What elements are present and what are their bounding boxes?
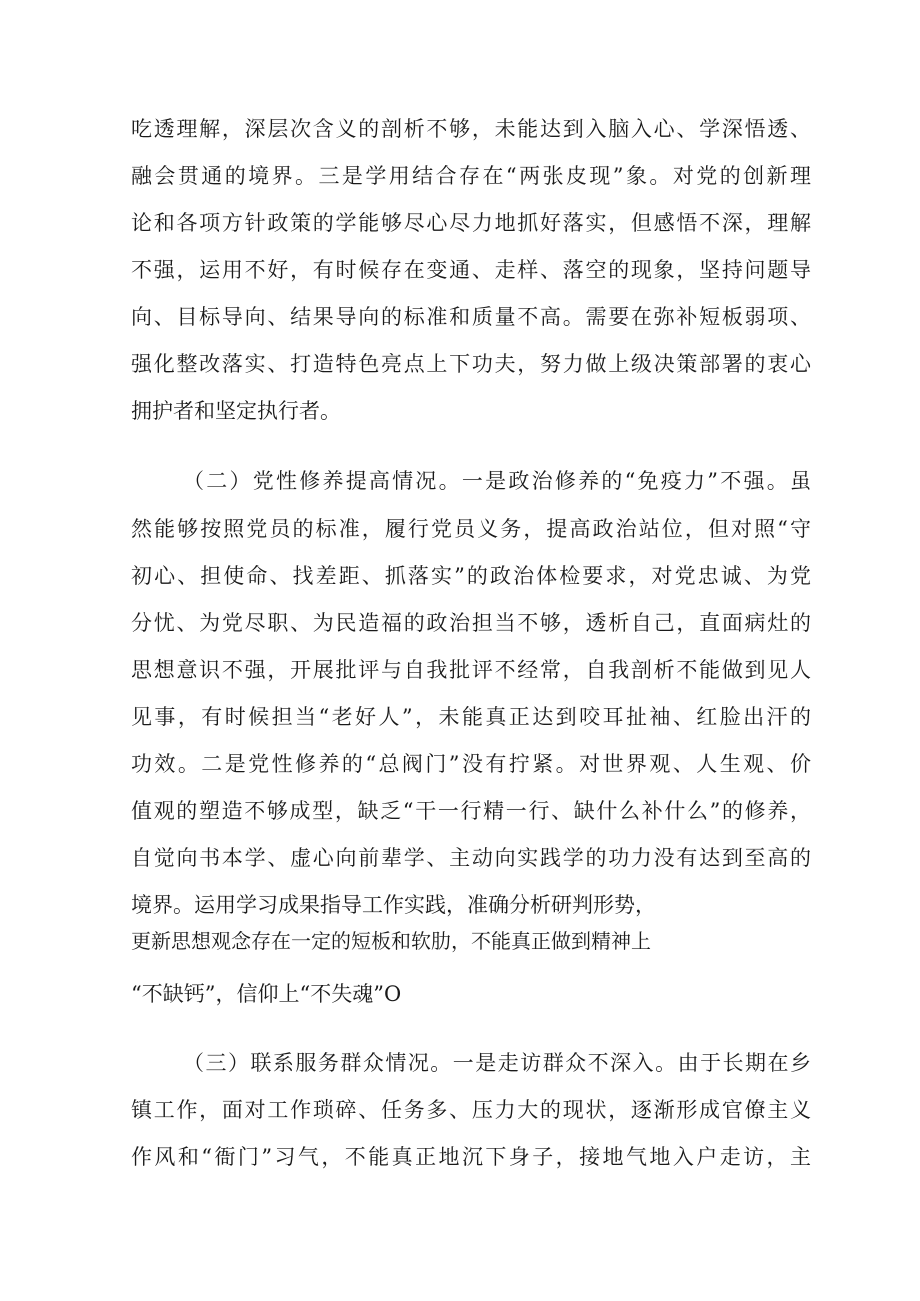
paragraph-1-line-2: 融会贯通的境界。三是学用结合存在“两张皮现”象。对党的创新理 (131, 164, 811, 188)
paragraph-2-line-4: 分忧、为党尽职、为民造福的政治担当不够，透析自己，直面病灶的 (131, 611, 811, 635)
paragraph-3-line-3: 作风和“衙门”习气，不能真正地沉下身子，接地气地入户走访，主 (131, 1145, 811, 1169)
paragraph-2-line-7: 功效。二是党性修养的“总阀门”没有拧紧。对世界观、人生观、价 (131, 752, 811, 776)
paragraph-2-line-1: （二）党性修养提高情况。一是政治修养的“免疫力”不强。虽 (183, 469, 811, 493)
paragraph-2-line-2: 然能够按照党员的标准，履行党员义务，提高政治站位，但对照“守 (131, 517, 811, 541)
paragraph-2-line-12: “不缺钙”，信仰上“不失魂”O (131, 982, 402, 1006)
paragraph-2-line-6: 见事，有时候担当“老好人”，未能真正达到咬耳扯袖、红脸出汗的 (131, 705, 811, 729)
paragraph-1-line-3: 论和各项方针政策的学能够尽心尽力地抓好落实，但感悟不深，理解 (131, 211, 811, 235)
paragraph-1-line-6: 强化整改落实、打造特色亮点上下功夫，努力做上级决策部署的衷心 (131, 352, 811, 376)
paragraph-1-line-4: 不强，运用不好，有时候存在变通、走样、落空的现象，坚持问题导 (131, 258, 811, 282)
paragraph-2-line-8: 值观的塑造不够成型，缺乏“干一行精一行、缺什么补什么”的修养， (131, 799, 811, 823)
paragraph-2-line-9: 自觉向书本学、虚心向前辈学、主动向实践学的功力没有达到至高的 (131, 846, 811, 870)
paragraph-2-line-3: 初心、担使命、找差距、抓落实”的政治体检要求，对党忠诚、为党 (131, 564, 811, 588)
paragraph-2-line-11: 更新思想观念存在一定的短板和软肋，不能真正做到精神上 (131, 929, 651, 953)
paragraph-1-line-5: 向、目标导向、结果导向的标准和质量不高。需要在弥补短板弱项、 (131, 305, 811, 329)
paragraph-2-line-10: 境界。运用学习成果指导工作实践，准确分析研判形势， (131, 893, 656, 917)
paragraph-1-line-7: 拥护者和坚定执行者。 (131, 399, 341, 423)
paragraph-3-line-1: （三）联系服务群众情况。一是走访群众不深入。由于长期在乡 (183, 1051, 811, 1075)
paragraph-1-line-1: 吃透理解，深层次含义的剖析不够，未能达到入脑入心、学深悟透、 (131, 117, 811, 141)
paragraph-3-line-2: 镇工作，面对工作琐碎、任务多、压力大的现状，逐渐形成官僚主义 (131, 1098, 811, 1122)
paragraph-2-line-5: 思想意识不强，开展批评与自我批评不经常，自我剖析不能做到见人 (131, 658, 811, 682)
